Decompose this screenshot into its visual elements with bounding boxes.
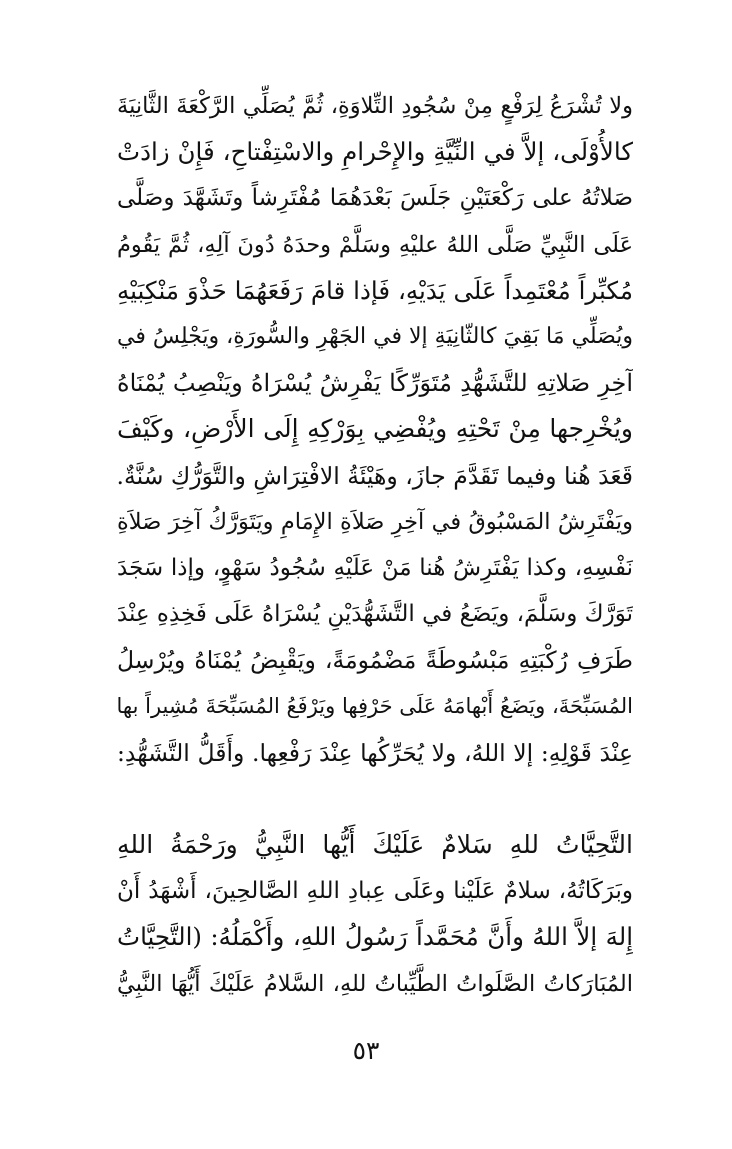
text-line: ويَفْتَرِشُ المَسْبُوقُ في آخِرِ صَلاَةِ الإِمَامِ ويَتَوَرَّكُ آخِرَ صَلاَةِ — [117, 508, 633, 535]
text-line: ويُصَلِّي مَا بَقِيَ كالثّانِيَةِ إلا في الجَهْرِ والسُّورَةِ، ويَجْلِسُ في — [117, 323, 633, 349]
text-line: المُسَبِّحَةَ، ويَضَعُ أَبْهامَهُ عَلَى حَرْفِها ويَرْفَعُ المُسَبِّحَةَ مُشِيراً بها — [117, 694, 633, 719]
text-line: ويُخْرِجها مِنْ تَحْتِهِ ويُفْضِي بِوَرْكِهِ إِلَى الأَرْضِ، وكَيْفَ — [117, 414, 633, 444]
text-line: كالأُوْلَى، إلاَّ في النِّيَّةِ والإِحْرامِ والاسْتِفْتاحِ، فَإِنْ زادَتْ — [117, 137, 633, 167]
text-line: ولا تُشْرَعُ لِرَفْعٍ مِنْ سُجُودِ التِّلاوَةِ، ثُمَّ يُصَلِّي الرَّكْعَةَ الثَّانِيَةَ — [117, 93, 633, 119]
text-line: المُبَارَكاتُ الصَّلَواتُ الطَّيِّباتُ للهِ، السَّلامُ عَلَيْكَ أَيُّهَا النَّبِيُّ — [117, 970, 633, 997]
text-line: مُكبِّراً مُعْتَمِداً عَلَى يَدَيْهِ، فَإذا قامَ رَفَعَهُمَا حَذْوَ مَنْكِبَيْهِ — [117, 275, 633, 305]
text-line: عِنْدَ قَوْلِهِ: إلا اللهُ، ولا يُحَرِّكُها عِنْدَ رَفْعِها. وأَقَلُّ التَّشَهُّدِ: — [117, 738, 633, 767]
tashahhud-paragraph — [117, 822, 633, 1007]
text-line: التَّحِيَّاتُ للهِ سَلامٌ عَلَيْكَ أَيُّها النَّبِيُّ ورَحْمَةُ اللهِ — [117, 830, 633, 859]
text-line: طَرَفِ رُكْبَتِهِ مَبْسُوطَةً مَضْمُومَةً، ويَقْبِضُ يُمْنَاهُ ويُرْسِلُ — [117, 646, 633, 675]
text-line: وبَرَكَاتُهُ، سلامٌ عَلَيْنا وعَلَى عِبادِ اللهِ الصَّالحِينَ، أَشْهَدُ أَنْ — [117, 878, 633, 905]
text-line: آخِرِ صَلاتِهِ للتَّشَهُّدِ مُتَوَرِّكًا يَفْرِشُ يُسْرَاهُ ويَنْصِبُ يُمْنَاهُ — [117, 369, 633, 398]
text-line: صَلاتُهُ على رَكْعَتَيْنِ جَلَسَ بَعْدَهُمَا مُفْتَرِشاً وتَشَهَّدَ وصَلَّى — [117, 185, 633, 212]
text-line: قَعَدَ هُنا وفيما تَقَدَّمَ جازَ، وهَيْئَةُ الافْتِرَاشِ والتَّوَرُّكِ سُنَّةٌ. — [117, 461, 633, 490]
text-line: تَوَرَّكَ وسَلَّمَ، ويَضَعُ في التَّشَهُّدَيْنِ يُسْرَاهُ عَلَى فَخِذِهِ عِنْدَ — [117, 601, 633, 628]
main-paragraph — [117, 83, 633, 776]
text-line: عَلَى النَّبِيِّ صَلَّى اللهُ عليْهِ وسَلَّمْ وحدَهُ دُونَ آلِهِ، ثُمَّ يَقُومُ — [117, 231, 633, 258]
page-number: ٥٣ — [352, 1036, 380, 1065]
text-line: إِلهَ إلاَّ اللهُ وأَنَّ مُحَمَّداً رَسُولُ اللهِ، وأَكْمَلُهُ: (التَّحِيَّاتُ — [117, 922, 633, 952]
text-line: نَفْسِهِ، وكذا يَفْتَرِشُ هُنا مَنْ عَلَيْهِ سُجُودُ سَهْوٍ، وإذا سَجَدَ — [117, 554, 633, 581]
